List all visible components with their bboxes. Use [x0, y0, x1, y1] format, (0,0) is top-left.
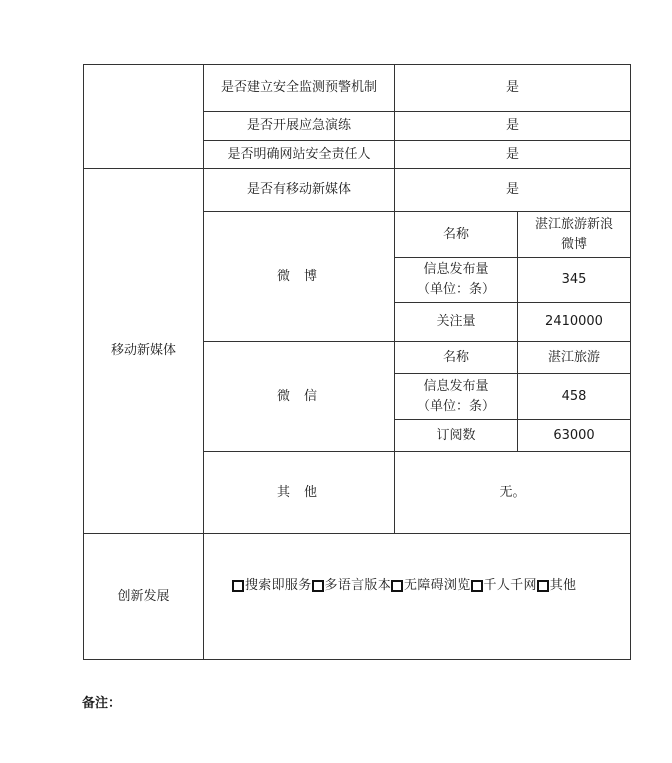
- has-mobile-media-value: 是: [505, 182, 519, 197]
- wechat-label: 微信: [276, 388, 331, 404]
- option-personalized[interactable]: [471, 576, 537, 596]
- option-label: 多语言版本: [324, 578, 392, 593]
- wechat-name-label: 名称: [442, 349, 469, 365]
- innovation-options: [204, 534, 630, 638]
- option-label: 千人千网: [483, 578, 537, 593]
- weibo-name-label: 名称: [442, 226, 469, 242]
- weibo-posts-label-text: 信息发布量（单位：条）: [416, 262, 495, 297]
- wechat-subscribers-label: 订阅数: [436, 427, 476, 443]
- option-label: 无障碍浏览: [404, 578, 471, 593]
- monitoring-label-text: 是否建立安全监测预警机制: [220, 80, 377, 95]
- weibo-name-value-text: 湛江旅游新浪微博: [534, 216, 613, 252]
- weibo-posts-label: [395, 258, 517, 302]
- option-search-as-service[interactable]: [232, 576, 312, 596]
- wechat-posts-label-text: 信息发布量（单位：条）: [416, 378, 495, 414]
- monitoring-label: [204, 65, 394, 111]
- innovation-label: 创新发展: [117, 588, 170, 604]
- option-multilingual[interactable]: [312, 576, 392, 596]
- weibo-followers-value: 2410000: [545, 314, 603, 329]
- weibo-name-value: [518, 212, 630, 257]
- responsible-label: 是否明确网站安全责任人: [227, 146, 371, 162]
- mobile-media-section-label: 移动新媒体: [110, 343, 176, 358]
- other-label: 其他: [276, 484, 331, 500]
- drill-value: 是: [505, 118, 519, 133]
- remarks-label: 备注：: [82, 696, 122, 711]
- weibo-posts-value: 345: [561, 272, 587, 287]
- checkbox-icon[interactable]: [471, 580, 483, 592]
- wechat-name-value: 湛江旅游: [547, 349, 600, 365]
- option-label: 搜索即服务: [245, 578, 312, 593]
- responsible-value: 是: [505, 146, 519, 162]
- checkbox-icon[interactable]: [391, 580, 403, 592]
- has-mobile-media-label: 是否有移动新媒体: [246, 182, 351, 197]
- wechat-posts-value: 458: [561, 388, 587, 404]
- monitoring-value: 是: [505, 80, 519, 95]
- weibo-followers-label: 关注量: [436, 314, 476, 329]
- option-label: 其他: [549, 578, 577, 593]
- option-accessibility[interactable]: [391, 576, 471, 596]
- weibo-label: 微博: [276, 268, 331, 284]
- checkbox-icon[interactable]: [537, 580, 549, 592]
- drill-label: 是否开展应急演练: [246, 118, 351, 133]
- checkbox-icon[interactable]: [232, 580, 244, 592]
- checkbox-icon[interactable]: [312, 580, 324, 592]
- option-other[interactable]: [537, 576, 577, 596]
- other-value: 无。: [499, 484, 526, 500]
- wechat-posts-label: [395, 374, 517, 419]
- wechat-subscribers-value: 63000: [553, 427, 595, 443]
